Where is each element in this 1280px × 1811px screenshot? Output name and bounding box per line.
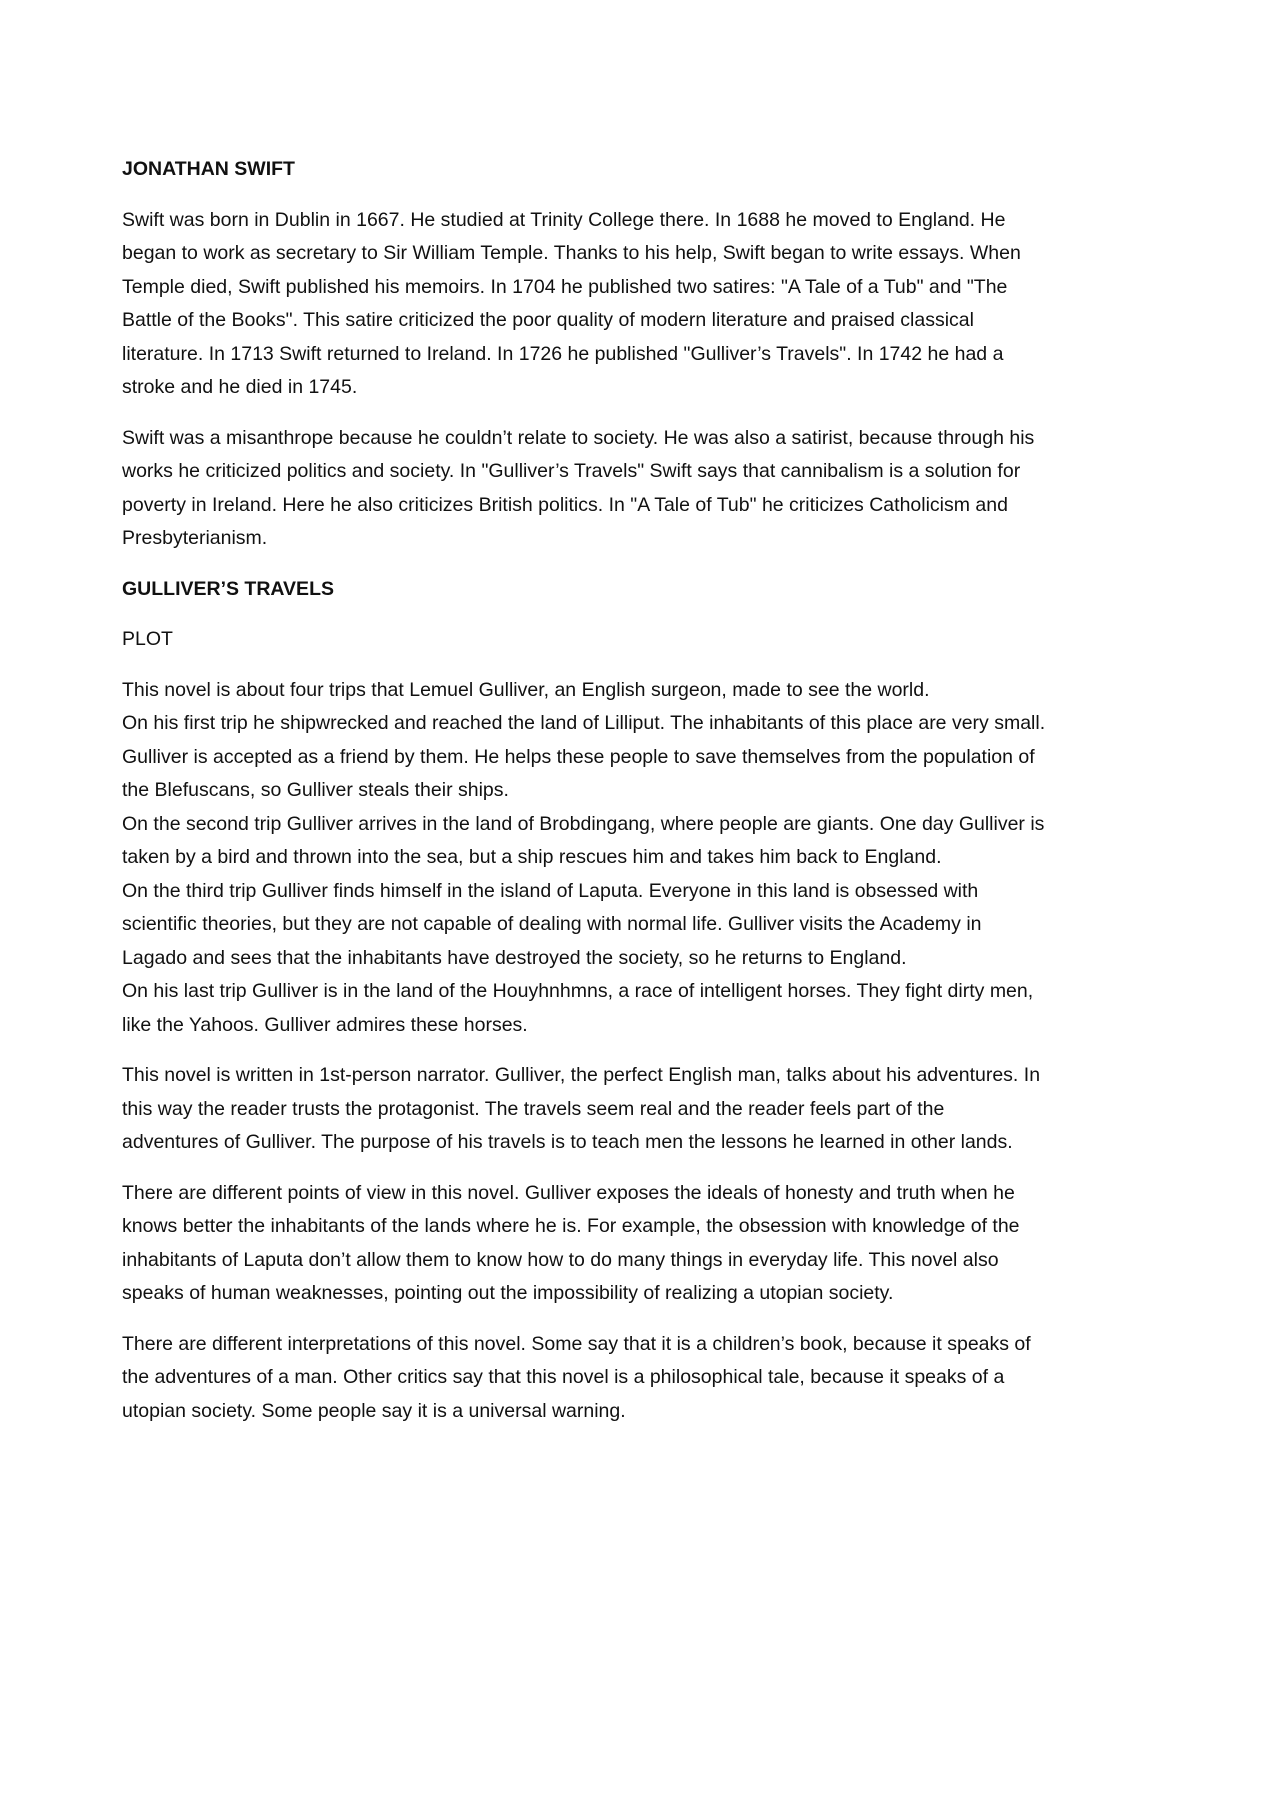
- text-line: began to work as secretary to Sir William Temple. Thanks to his help, Swift began to write essays. When: [122, 242, 1021, 264]
- paragraph-narrator: [122, 1059, 1167, 1160]
- text-line: knows better the inhabitants of the lands where he is. For example, the obsession with knowledge of the: [122, 1215, 1020, 1237]
- text-line: Swift was a misanthrope because he couldn’t relate to society. He was also a satirist, because through his: [122, 426, 1035, 449]
- document-page: [122, 153, 1167, 1445]
- text-line: This novel is about four trips that Lemuel Gulliver, an English surgeon, made to see the world.: [122, 678, 930, 701]
- text-line: Temple died, Swift published his memoirs. In 1704 he published two satires: "A Tale of a Tub" and "The: [122, 275, 1008, 298]
- text-line: stroke and he died in 1745.: [122, 376, 358, 398]
- text-line: scientific theories, but they are not capable of dealing with normal life. Gulliver visits the Academy in: [122, 913, 982, 935]
- paragraph-plot: [122, 674, 1167, 1043]
- text-line: Lagado and sees that the inhabitants have destroyed the society, so he returns to England.: [122, 946, 907, 969]
- heading-gullivers-travels: GULLIVER’S TRAVELS: [122, 577, 334, 600]
- text-line: literature. In 1713 Swift returned to Ireland. In 1726 he published "Gulliver’s Travels". In 1742 he had a: [122, 342, 1004, 365]
- paragraph-swift-character: [122, 422, 1167, 556]
- heading-jonathan-swift: JONATHAN SWIFT: [122, 158, 295, 180]
- text-line: There are different points of view in this novel. Gulliver exposes the ideals of honesty and truth when he: [122, 1181, 1015, 1204]
- text-line: utopian society. Some people say it is a universal warning.: [122, 1399, 626, 1422]
- text-line: this way the reader trusts the protagonist. The travels seem real and the reader feels part of the: [122, 1097, 945, 1120]
- text-line: On his last trip Gulliver is in the land of the Houyhnhmns, a race of intelligent horses. They fight dirty men,: [122, 980, 1034, 1002]
- text-line: taken by a bird and thrown into the sea, but a ship rescues him and takes him back to England.: [122, 846, 942, 868]
- text-line: the Blefuscans, so Gulliver steals their ships.: [122, 779, 509, 801]
- text-line: This novel is written in 1st-person narrator. Gulliver, the perfect English man, talks about his adventures. In: [122, 1064, 1041, 1086]
- paragraph-interpretations: [122, 1328, 1167, 1429]
- text-line: On the third trip Gulliver finds himself in the island of Laputa. Everyone in this land is obsessed with: [122, 879, 979, 902]
- text-line: On the second trip Gulliver arrives in the land of Brobdingang, where people are giants. One day Gulliver is: [122, 812, 1045, 835]
- text-line: Battle of the Books". This satire criticized the poor quality of modern literature and praised classical: [122, 309, 974, 331]
- text-line: Gulliver is accepted as a friend by them. He helps these people to save themselves from the population of: [122, 745, 1035, 768]
- subheading-plot: PLOT: [122, 628, 173, 650]
- paragraph-points-of-view: [122, 1177, 1167, 1311]
- paragraph-swift-bio: [122, 204, 1167, 405]
- text-line: poverty in Ireland. Here he also criticizes British politics. In "A Tale of Tub" he criticizes Catholicism and: [122, 493, 1008, 516]
- text-line: like the Yahoos. Gulliver admires these horses.: [122, 1013, 528, 1036]
- text-line: Swift was born in Dublin in 1667. He studied at Trinity College there. In 1688 he moved to England. He: [122, 208, 1006, 231]
- text-line: the adventures of a man. Other critics say that this novel is a philosophical tale, because it speaks of a: [122, 1366, 1005, 1388]
- text-line: adventures of Gulliver. The purpose of his travels is to teach men the lessons he learned in other lands.: [122, 1131, 1013, 1153]
- text-line: inhabitants of Laputa don’t allow them to know how to do many things in everyday life. This novel also: [122, 1248, 999, 1271]
- text-line: works he criticized politics and society. In "Gulliver’s Travels" Swift says that cannibalism is a solution for: [122, 460, 1021, 482]
- text-line: Presbyterianism.: [122, 527, 268, 549]
- text-line: On his first trip he shipwrecked and reached the land of Lilliput. The inhabitants of this place are very small.: [122, 712, 1046, 734]
- text-line: There are different interpretations of this novel. Some say that it is a children’s book, because it speaks of: [122, 1332, 1031, 1355]
- text-line: speaks of human weaknesses, pointing out the impossibility of realizing a utopian society.: [122, 1282, 894, 1304]
